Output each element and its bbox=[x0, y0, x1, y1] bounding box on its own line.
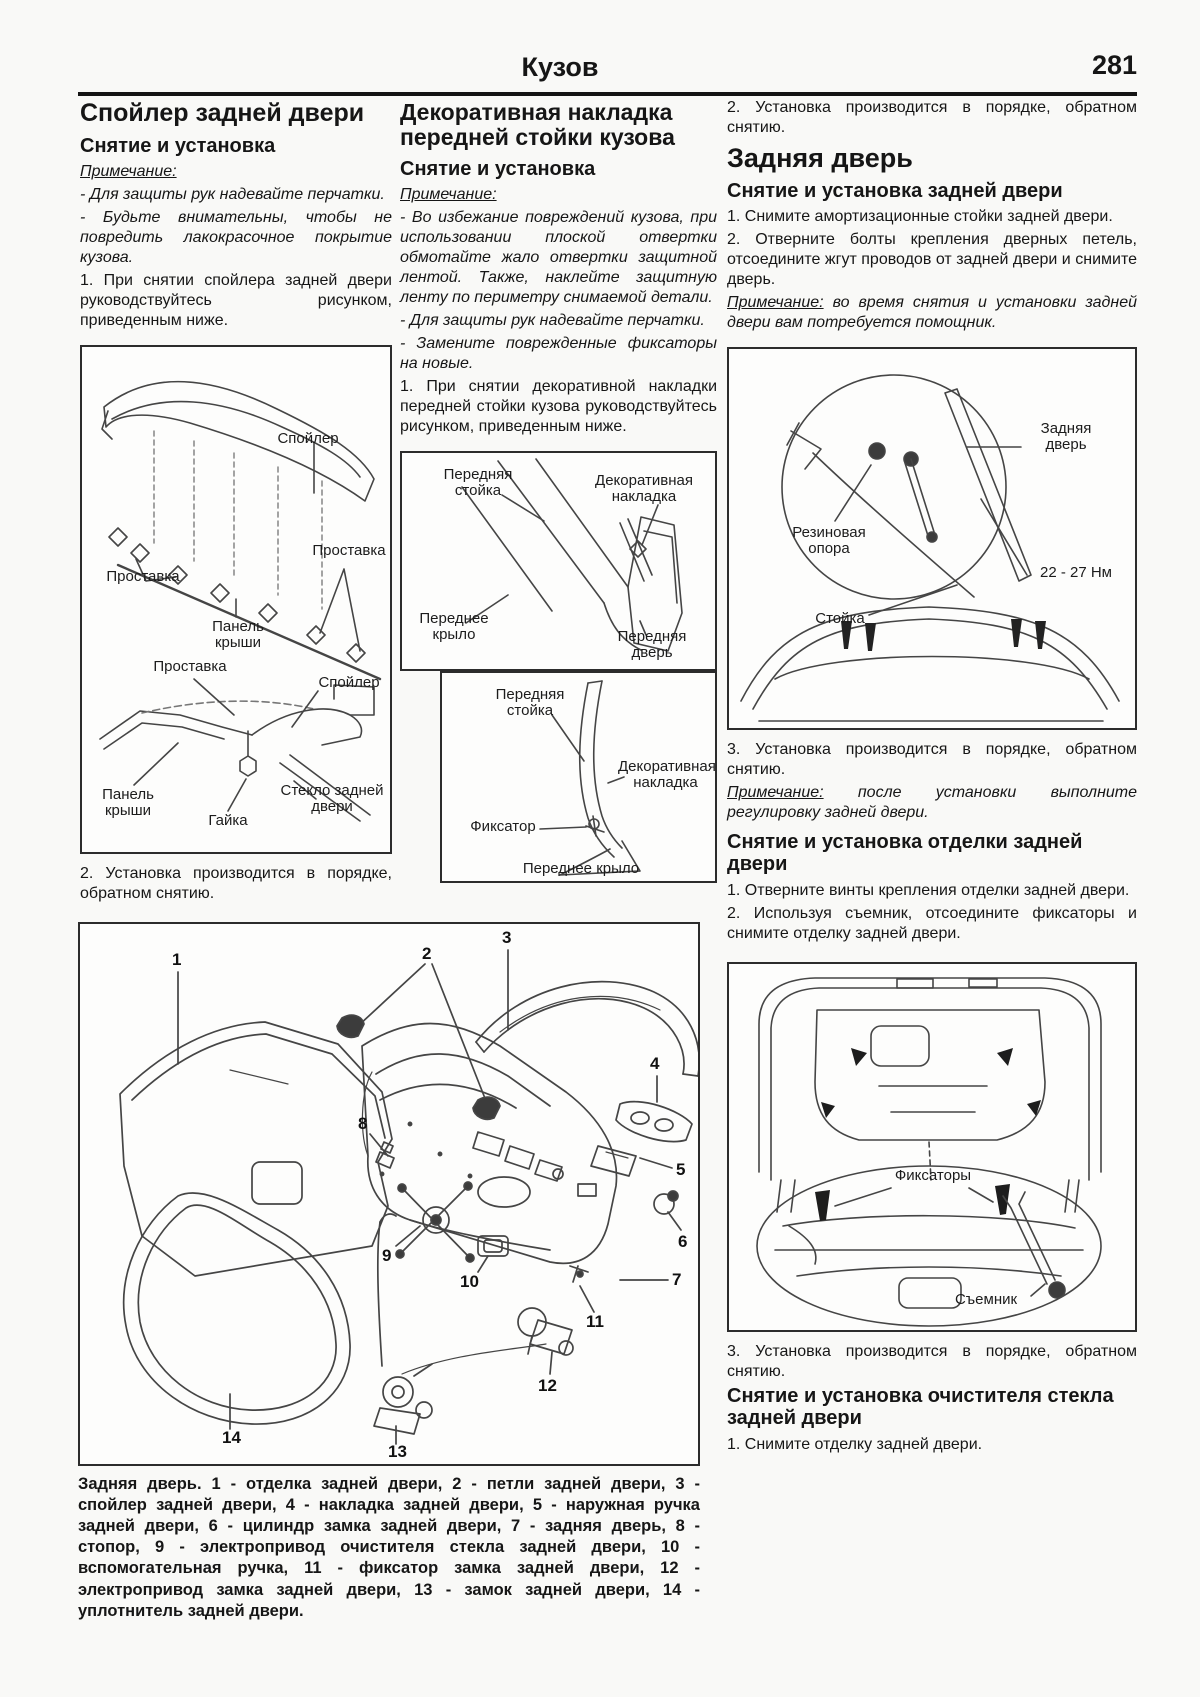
note-label: Примечание: bbox=[727, 294, 824, 312]
note-item: - Во избежание повреждений кузова, при использовании плоской отвертки обмотайте жало отвертки защитной лентой. Также, наклейте защитную ленту по периметру снимаемой детали. bbox=[400, 208, 717, 306]
section-title-pillar-trim: Декоративная накладка передней стойки кузова bbox=[400, 99, 675, 151]
step-text: 2. Установка производится в порядке, обратном снятию. bbox=[727, 99, 1137, 136]
figure-label: Проставка bbox=[153, 657, 227, 675]
subsection-removal-install: Снятие и установка bbox=[400, 157, 596, 180]
note-item: - Для защиты рук надевайте перчатки. bbox=[80, 185, 385, 203]
figure-label: Декоративная накладка bbox=[595, 471, 693, 506]
part-callout-8: 8 bbox=[358, 1114, 368, 1133]
step-text: 1. Снимите отделку задней двери. bbox=[727, 1435, 983, 1453]
figure-pillar-clip-detail bbox=[440, 671, 717, 883]
part-callout-2: 2 bbox=[422, 944, 432, 963]
figure-label: Спойлер bbox=[318, 673, 380, 691]
figure-label: Передняя дверь bbox=[617, 627, 687, 662]
part-callout-9: 9 bbox=[382, 1246, 392, 1265]
note-label: Примечание: bbox=[80, 162, 177, 180]
section-title-rear-door: Задняя дверь bbox=[727, 143, 913, 173]
column-middle bbox=[400, 100, 717, 893]
figure-label: Декоративная накладка bbox=[618, 757, 716, 792]
figure-label: Фиксатор bbox=[470, 817, 536, 835]
step-text: 2. Используя съемник, отсоедините фиксаторы и снимите отделку задней двери. bbox=[727, 904, 1137, 942]
part-callout-7: 7 bbox=[672, 1270, 682, 1289]
page-header-title: Кузов bbox=[521, 52, 599, 82]
figure-label: Проставка bbox=[106, 567, 180, 585]
step-text: 3. Установка производится в порядке, обратном снятию. bbox=[727, 1342, 1137, 1380]
part-callout-1: 1 bbox=[172, 950, 182, 969]
step-text: 2. Установка производится в порядке, обратном снятию. bbox=[80, 864, 392, 902]
figure-label: Задняя дверь bbox=[1040, 420, 1092, 454]
figure-label: Передняя стойка bbox=[443, 465, 513, 500]
figure-label: Проставка bbox=[312, 541, 386, 559]
figure-door-stay-detail bbox=[727, 347, 1137, 730]
part-callout-13: 13 bbox=[388, 1442, 407, 1461]
part-callout-4: 4 bbox=[650, 1054, 660, 1073]
figure-spoiler-exploded bbox=[80, 345, 392, 854]
figure-label: 22 - 27 Нм bbox=[1039, 564, 1112, 582]
column-left bbox=[80, 100, 392, 907]
step-text: 2. Отверните болты крепления дверных петель, отсоедините жгут проводов от задней двери и снимите дверь. bbox=[727, 231, 1137, 289]
figure-label: Передняя стойка bbox=[495, 685, 565, 720]
figure-label: Панель крыши bbox=[102, 785, 154, 820]
step-text: 1. Снимите амортизационные стойки задней двери. bbox=[727, 208, 1113, 226]
note-label: Примечание: bbox=[400, 185, 497, 203]
step-text: 3. Установка производится в порядке, обратном снятию. bbox=[727, 741, 1137, 779]
note-item: - Для защиты рук надевайте перчатки. bbox=[400, 311, 705, 329]
part-callout-10: 10 bbox=[460, 1272, 479, 1291]
trim-clips-art bbox=[729, 964, 1135, 1330]
figure-label: Стойка bbox=[815, 610, 865, 628]
note-label: Примечание: bbox=[727, 784, 824, 802]
figure-trim-clips bbox=[727, 962, 1137, 1332]
figure-label: Переднее крыло bbox=[419, 609, 489, 644]
figure-pillar-overview bbox=[400, 451, 717, 671]
figure-label: Гайка bbox=[208, 811, 248, 829]
figure-label: Переднее крыло bbox=[522, 859, 640, 877]
figure-rear-door-exploded bbox=[78, 922, 700, 1466]
header-rule bbox=[78, 92, 1137, 96]
part-callout-11: 11 bbox=[586, 1312, 604, 1331]
note-text: во время снятия и установки задней двери вам потребуется помощник. bbox=[727, 294, 1137, 332]
rear-door-exploded-art bbox=[80, 924, 698, 1464]
spoiler-diagram-art bbox=[82, 347, 390, 852]
part-callout-12: 12 bbox=[538, 1376, 557, 1395]
part-callout-6: 6 bbox=[678, 1232, 688, 1251]
part-callout-14: 14 bbox=[222, 1428, 241, 1447]
note-item: - Будьте внимательны, чтобы не повредить лакокрасочное покрытие кузова. bbox=[80, 208, 392, 266]
part-callout-5: 5 bbox=[676, 1160, 686, 1179]
big-figure-caption: Задняя дверь. 1 - отделка задней двери, 2 - петли задней двери, 3 - спойлер задней двери, 4 - накладка задней двери, 5 - наружная ручка задней двери, 6 - цилиндр замка задней двери, 7 - задняя дверь, 8 - стопор, 9 - электропривод очистителя стекла задней двери, 10 - вспомогательная ручка, 11 - фиксатор замка задней двери, 12 - электропривод замка задней двери, 13 - замок задней двери, 14 - уплотнитель задней двери. bbox=[78, 1475, 700, 1620]
note-text: после установки выполните регулировку задней двери. bbox=[727, 784, 1137, 822]
section-title-spoiler: Спойлер задней двери bbox=[80, 99, 365, 127]
figure-label: Панель крыши bbox=[212, 617, 264, 652]
page-number: 281 bbox=[1091, 50, 1137, 80]
step-text: 1. При снятии спойлера задней двери руководствуйтесь рисунком, приведенным ниже. bbox=[80, 271, 392, 329]
figure-label: Фиксаторы bbox=[894, 1166, 972, 1184]
figure-label: Спойлер bbox=[277, 429, 339, 447]
column-right bbox=[727, 98, 1137, 1458]
subsection-trim-removal: Снятие и установка отделки задней двери bbox=[727, 831, 1083, 876]
subsection-removal-install: Снятие и установка bbox=[80, 134, 276, 157]
figure-label: Резиновая опора bbox=[792, 524, 866, 558]
figure-label: Съемник bbox=[954, 1290, 1018, 1308]
note-item: - Замените поврежденные фиксаторы на новые. bbox=[400, 334, 717, 372]
subsection-wiper-removal: Снятие и установка очистителя стекла задней двери bbox=[727, 1384, 1114, 1430]
step-text: 1. При снятии декоративной накладки передней стойки кузова руководствуйтесь рисунком, приведенным ниже. bbox=[400, 377, 717, 435]
figure-label: Стекло задней двери bbox=[280, 781, 384, 816]
part-callout-3: 3 bbox=[502, 928, 512, 947]
subsection-door-removal: Снятие и установка задней двери bbox=[727, 179, 1063, 202]
step-text: 1. Отверните винты крепления отделки задней двери. bbox=[727, 881, 1130, 899]
